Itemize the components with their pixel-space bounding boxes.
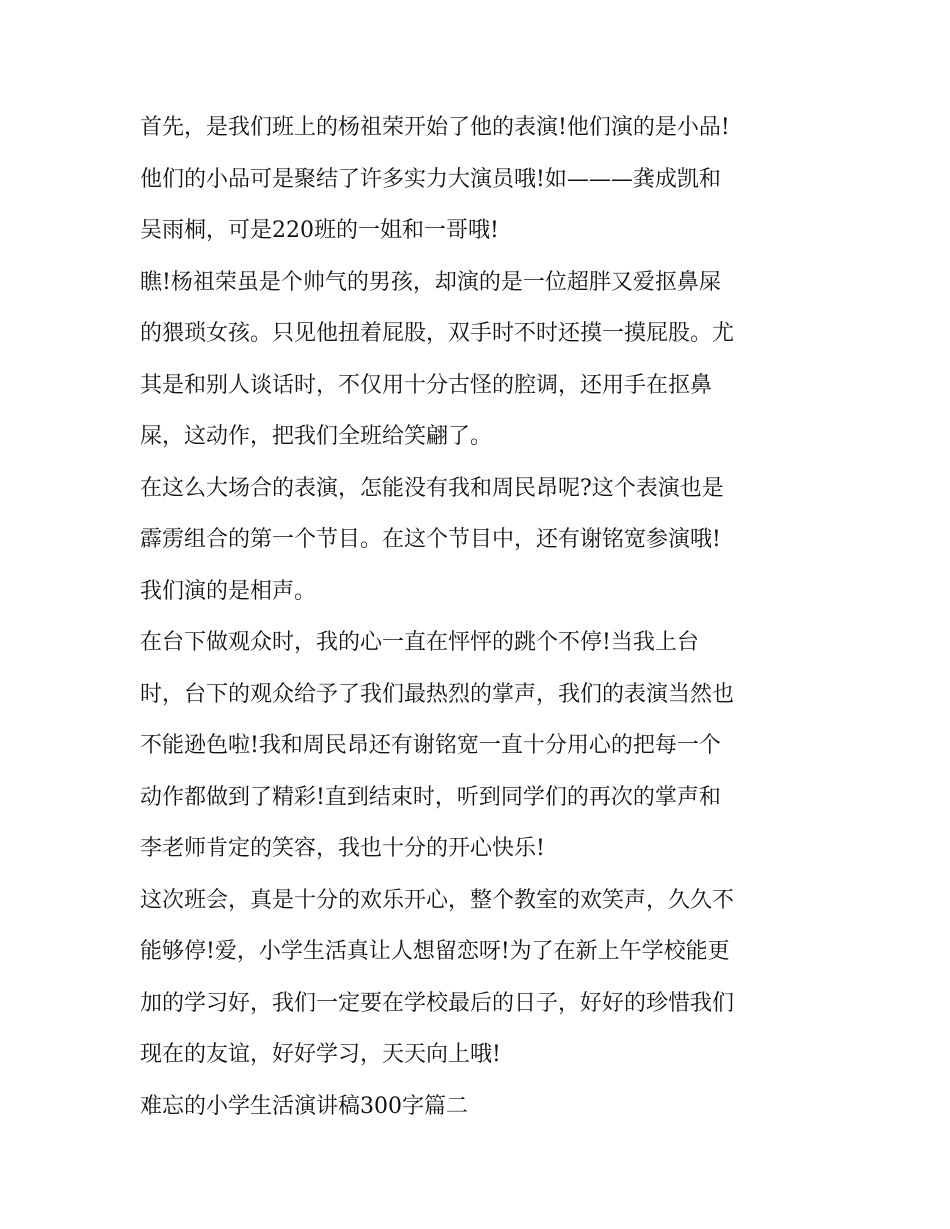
text-line: 时，台下的观众给予了我们最热烈的掌声，我们的表演当然也 [140,681,735,707]
text-line: 动作都做到了精彩!直到结束时，听到同学们的再次的掌声和 [140,784,721,810]
text-line: 其是和别人谈话时，不仅用十分古怪的腔调，还用手在抠鼻 [140,372,713,398]
text-line: 霹雳组合的第一个节目。在这个节目中，还有谢铭宽参演哦! [140,527,721,552]
paragraph-skit-description [140,257,830,463]
text-line: 李老师肯定的笑容，我也十分的开心快乐! [140,836,545,861]
text-line: 瞧!杨祖荣虽是个帅气的男孩，却演的是一位超胖又爱抠鼻屎 [140,269,721,295]
text-line: 能够停!爱，小学生活真让人想留恋呀!为了在新上午学校能更 [140,939,730,964]
text-line: 不能逊色啦!我和周民昂还有谢铭宽一直十分用心的把每一个 [140,733,721,758]
text-line: 加的学习好，我们一定要在学校最后的日子，好好的珍惜我们 [140,990,735,1016]
text-line: 在这么大场合的表演，怎能没有我和周民昂呢?这个表演也是 [140,475,724,501]
text-line: 他们的小品可是聚结了许多实力大演员哦!如———龚成凯和 [140,166,721,192]
document-page [140,102,830,1132]
paragraph-on-stage [140,617,830,875]
paragraph-conclusion [140,875,830,1081]
text-line: 吴雨桐，可是220班的一姐和一哥哦! [140,218,499,243]
text-line: 屎，这动作，把我们全班给笑翩了。 [140,424,493,449]
heading-line: 难忘的小学生活演讲稿300字篇二 [140,1093,468,1119]
text-line: 的猥琐女孩。只见他扭着屁股，双手时不时还摸一摸屁股。尤 [140,321,735,346]
text-line: 首先，是我们班上的杨祖荣开始了他的表演!他们演的是小品! [140,115,730,140]
text-line: 现在的友谊，好好学习，天天向上哦! [140,1042,501,1067]
text-line: 这次班会，真是十分的欢乐开心，整个教室的欢笑声，久久不 [140,887,735,913]
paragraph-crosstalk [140,463,830,618]
text-line: 我们演的是相声。 [140,578,317,604]
text-line: 在台下做观众时，我的心一直在怦怦的跳个不停!当我上台 [140,630,699,655]
paragraph-performance-intro [140,102,830,257]
section-heading [140,1081,830,1133]
